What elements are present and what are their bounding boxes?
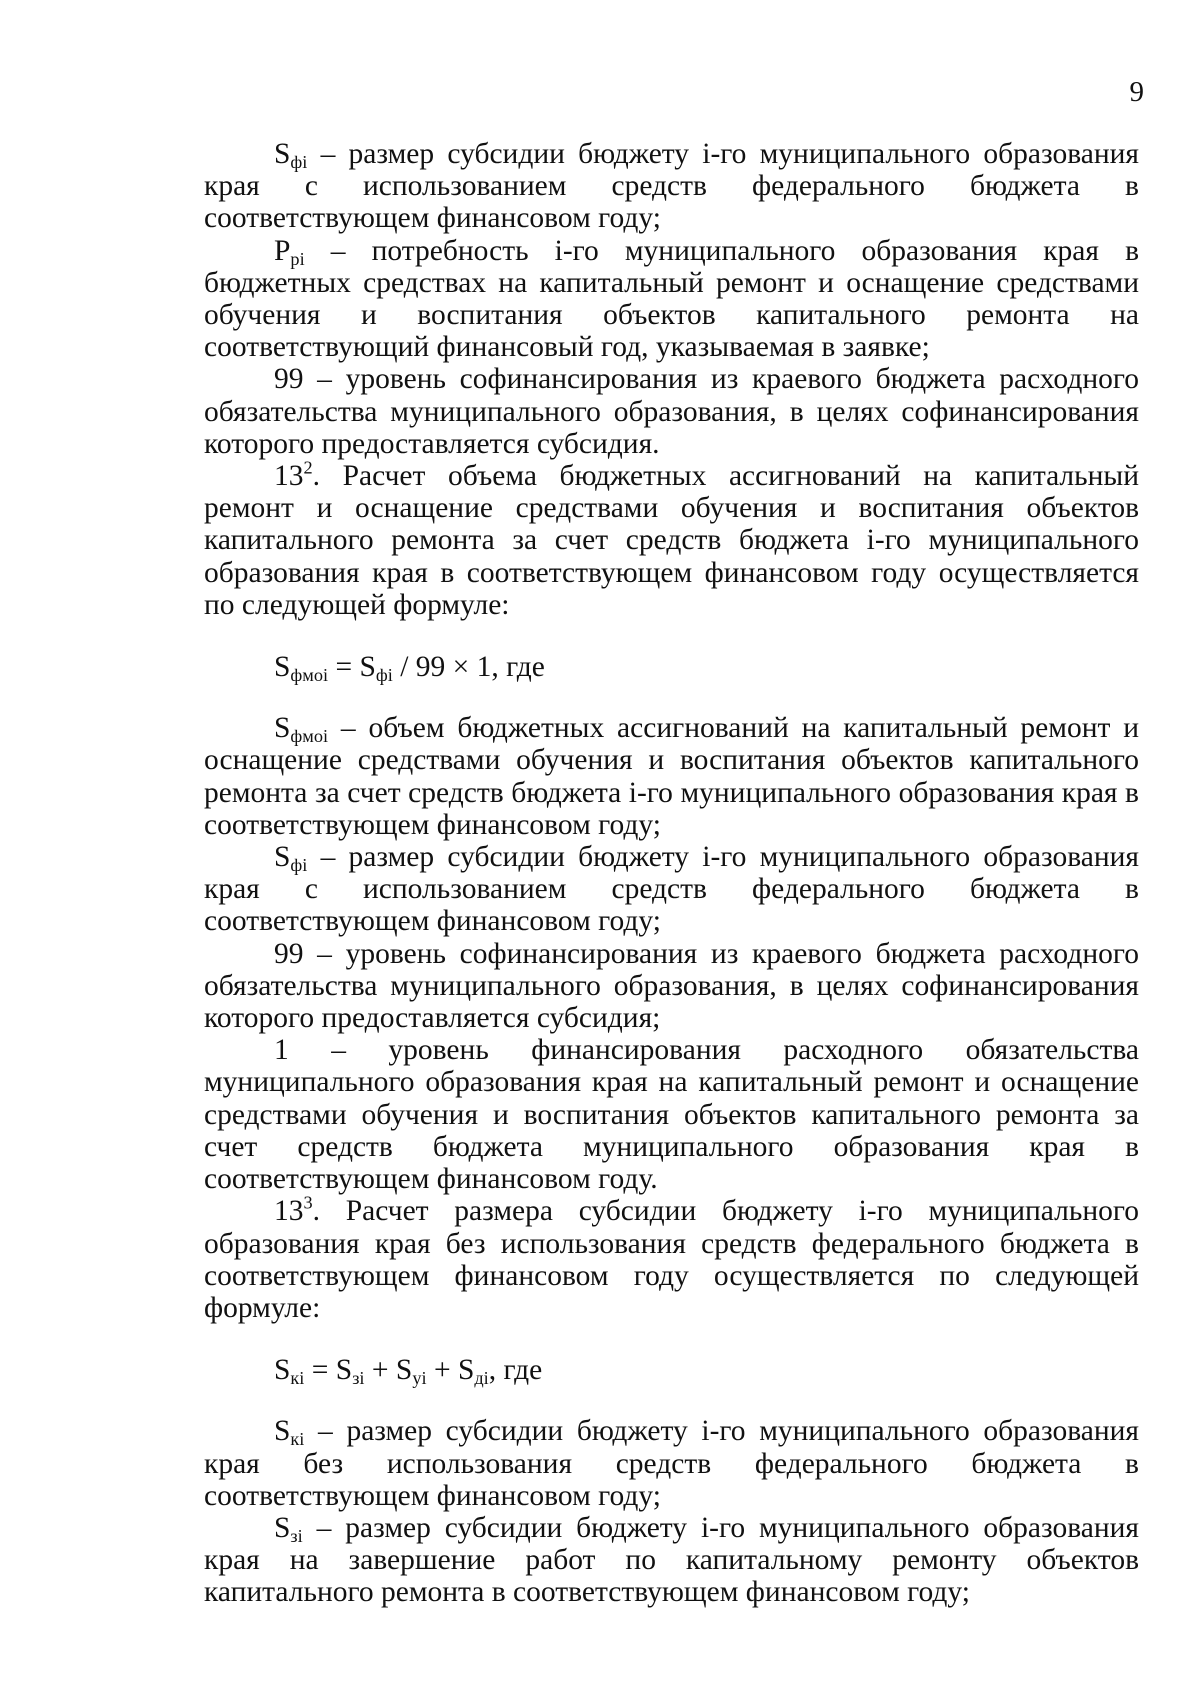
clause-13-2: $13^2$. Расчет объема бюджетных ассигнований на капитальный ремонт и оснащение средствами обучения и воспитания объектов капитального ремонта за счет средств бюджета і-го муниципального образования края в соответствующем финансовом году осуществляется по следующей формуле:	[204, 457, 1139, 621]
definition-s-ki: $S_{кі}$ – размер субсидии бюджету і-го муниципального образования края без использования средств федерального бюджета в соответствующем финансовом году;	[204, 1415, 1139, 1512]
document-body	[204, 138, 1139, 1609]
definition-1: 1 – уровень финансирования расходного обязательства муниципального образования края на капитальный ремонт и оснащение средствами обучения и воспитания объектов капитального ремонта за счет средств бюджета муниципального образования края в соответствующем финансовом году.	[204, 1034, 1139, 1196]
definition-s-fmoi: $S_{фмоі}$ – объем бюджетных ассигнований на капитальный ремонт и оснащение средствами обучения и воспитания объектов капитального ремонта за счет средств бюджета і-го муниципального образования края в соответствующем финансовом году;	[204, 712, 1139, 841]
formula-s-ki: $S_{кі} = S_{зі} + S_{уі} + S_{ді}$, где	[274, 1354, 543, 1389]
definition-s-fi: $S_{фі}$ – размер субсидии бюджету і-го муниципального образования края с использованием средств федерального бюджета в соответствующем финансовом году;	[204, 138, 1139, 235]
definition-99-2: 99 – уровень софинансирования из краевого бюджета расходного обязательства муниципального образования, в целях софинансирования которого предоставляется субсидия;	[204, 937, 1139, 1035]
definition-s-fi-2: $S_{фі}$ – размер субсидии бюджету і-го муниципального образования края с использованием средств федерального бюджета в соответствующем финансовом году;	[204, 841, 1139, 938]
page-number: 9	[1129, 76, 1144, 108]
clause-13-3: $13^3$. Расчет размера субсидии бюджету і-го муниципального образования края без использования средств федерального бюджета в соответствующем финансовом году осуществляется по следующей формуле:	[204, 1192, 1139, 1324]
definition-s-zi: $S_{зі}$ – размер субсидии бюджету і-го муниципального образования края на завершение работ по капитальному ремонту объектов капитального ремонта в соответствующем финансовом году;	[204, 1511, 1139, 1609]
definition-99: 99 – уровень софинансирования из краевого бюджета расходного обязательства муниципального образования, в целях софинансирования которого предоставляется субсидия.	[204, 363, 1139, 460]
definition-p-pi: $P_{pi}$ – потребность і-го муниципального образования края в бюджетных средствах на капитальный ремонт и оснащение средствами обучения и воспитания объектов капитального ремонта на соответствующий финансовый год, указываемая в заявке;	[204, 234, 1139, 364]
formula-s-fmoi: $S_{фмоі} = S_{фі} / 99 \times 1$, где	[274, 651, 545, 686]
